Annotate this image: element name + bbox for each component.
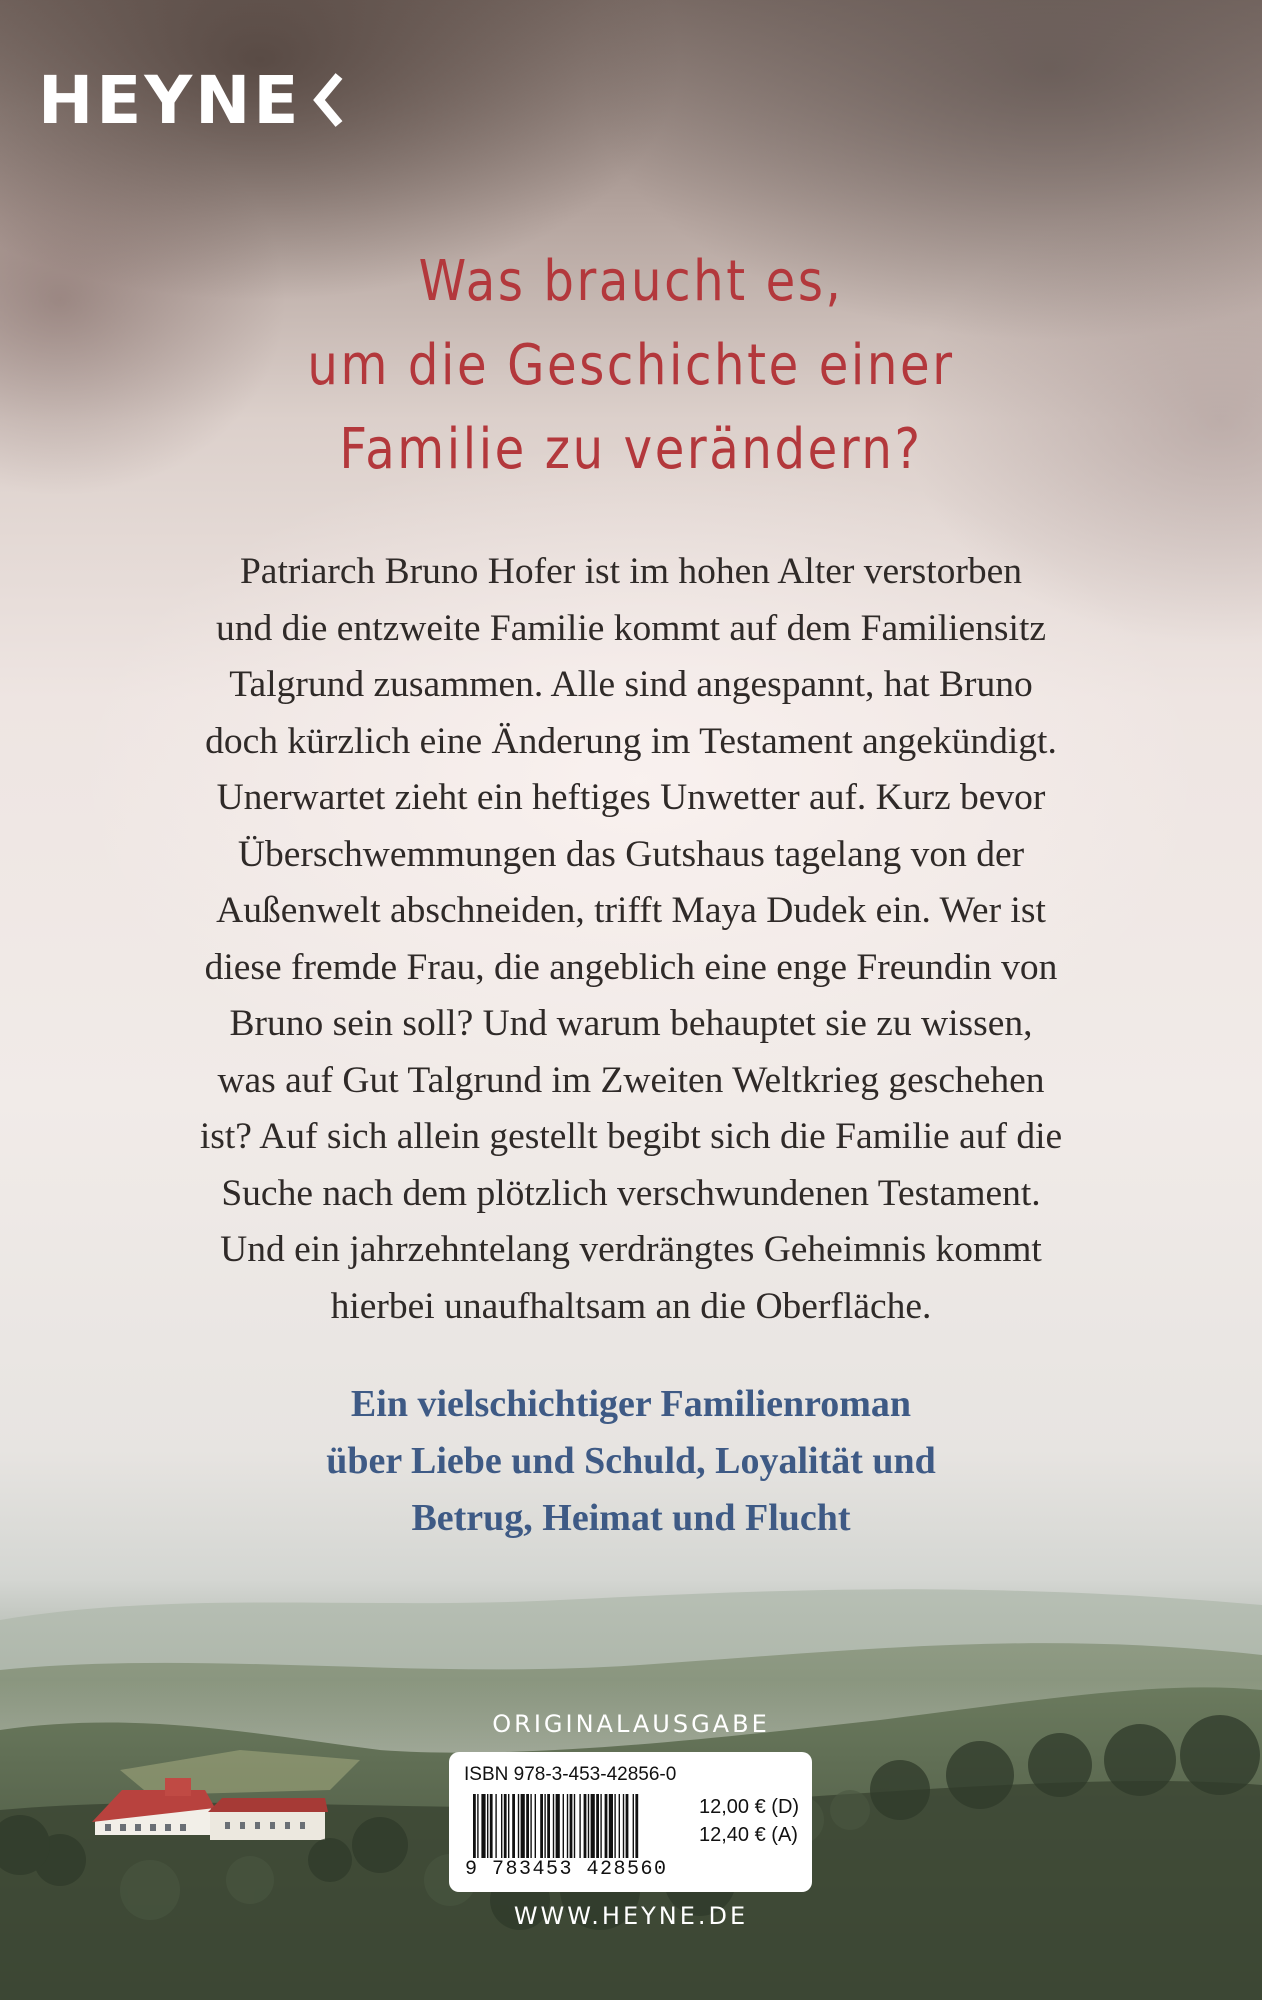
blurb-line: Suche nach dem plötzlich verschwundenen Testament. bbox=[221, 1172, 1041, 1214]
publisher-logo-text: HEYNE bbox=[38, 61, 302, 139]
blurb-line: Und ein jahrzehntelang verdrängtes Geheimnis kommt bbox=[220, 1229, 1042, 1270]
barcode-bar bbox=[535, 1794, 536, 1858]
blurb-line: was auf Gut Talgrund im Zweiten Weltkrieg geschehen bbox=[217, 1059, 1045, 1101]
barcode-bar bbox=[504, 1794, 507, 1858]
barcode-bar bbox=[526, 1794, 529, 1858]
chevron-left-icon bbox=[313, 72, 343, 128]
barcode-bar bbox=[588, 1794, 589, 1858]
barcode-bar bbox=[619, 1794, 620, 1858]
barcode-bar bbox=[626, 1794, 629, 1858]
barcode-bar bbox=[567, 1794, 568, 1858]
blurb-text bbox=[120, 544, 1142, 1335]
barcode-bar bbox=[495, 1794, 496, 1858]
publisher-logo bbox=[38, 62, 343, 138]
barcode-bar bbox=[563, 1794, 564, 1858]
barcode-digits: 9 783453 428560 bbox=[465, 1858, 668, 1881]
barcode-bar bbox=[591, 1794, 595, 1858]
barcode-bar bbox=[547, 1794, 550, 1858]
barcode-bar bbox=[540, 1794, 543, 1858]
blurb-line: Patriarch Bruno Hofer ist im hohen Alter verstorben bbox=[239, 551, 1023, 592]
barcode-bar bbox=[574, 1794, 575, 1858]
tagline-line: Ein vielschichtiger Familienroman bbox=[350, 1383, 912, 1425]
headline-line: Was braucht es, bbox=[418, 249, 844, 314]
blurb-line: doch kürzlich eine Änderung im Testament angekündigt. bbox=[205, 720, 1057, 762]
barcode-bar bbox=[544, 1794, 545, 1858]
price-germany: 12,00 € (D) bbox=[699, 1796, 800, 1818]
barcode-bar bbox=[633, 1794, 634, 1858]
barcode-bar bbox=[553, 1794, 554, 1858]
blurb-line: ist? Auf sich allein gestellt begibt sich die Familie auf die bbox=[199, 1116, 1063, 1157]
barcode-bar bbox=[600, 1794, 601, 1858]
barcode-box bbox=[449, 1752, 812, 1892]
blurb-line: Talgrund zusammen. Alle sind angespannt, hat Bruno bbox=[229, 664, 1033, 705]
barcode bbox=[473, 1794, 687, 1858]
barcode-bar bbox=[490, 1794, 493, 1858]
blurb-line: Bruno sein soll? Und warum behauptet sie zu wissen, bbox=[229, 1003, 1033, 1044]
barcode-bar bbox=[605, 1794, 608, 1858]
barcode-bar bbox=[614, 1794, 615, 1858]
barcode-bar bbox=[501, 1794, 502, 1858]
tagline-line: Betrug, Heimat und Flucht bbox=[411, 1497, 851, 1539]
barcode-bar bbox=[521, 1794, 525, 1858]
blurb-line: hierbei unaufhaltsam an die Oberfläche. bbox=[330, 1285, 932, 1327]
barcode-bar bbox=[635, 1794, 638, 1858]
barcode-bar bbox=[609, 1794, 613, 1858]
barcode-bar bbox=[530, 1794, 531, 1858]
publisher-website: WWW.HEYNE.DE bbox=[513, 1902, 749, 1930]
blurb-line: und die entzweite Familie kommt auf dem Familiensitz bbox=[215, 607, 1047, 649]
blurb-line: Überschwemmungen das Gutshaus tagelang von der bbox=[237, 833, 1025, 875]
edition-label: ORIGINALAUSGABE bbox=[492, 1710, 770, 1738]
tagline-line: über Liebe und Schuld, Loyalität und bbox=[326, 1440, 936, 1482]
blurb-line: diese fremde Frau, die angeblich eine enge Freundin von bbox=[204, 946, 1058, 988]
isbn-label: ISBN 978-3-453-42856-0 bbox=[464, 1764, 677, 1785]
barcode-bar bbox=[570, 1794, 573, 1858]
headline bbox=[88, 240, 1173, 492]
blurb-line: Außenwelt abschneiden, trifft Maya Dudek ein. Wer ist bbox=[216, 890, 1046, 931]
tagline bbox=[0, 1376, 1262, 1547]
price-austria: 12,40 € (A) bbox=[699, 1824, 798, 1846]
barcode-bar bbox=[579, 1794, 580, 1858]
barcode-bar bbox=[623, 1794, 624, 1858]
headline-line: um die Geschichte einer bbox=[307, 333, 955, 398]
barcode-bar bbox=[556, 1794, 560, 1858]
barcode-bar bbox=[512, 1794, 515, 1858]
barcode-bar bbox=[596, 1794, 599, 1858]
barcode-bar bbox=[518, 1794, 519, 1858]
headline-line: Familie zu verändern? bbox=[339, 417, 923, 482]
barcode-bar bbox=[508, 1794, 509, 1858]
barcode-bar bbox=[477, 1794, 478, 1858]
barcode-bar bbox=[584, 1794, 587, 1858]
barcode-bar bbox=[481, 1794, 485, 1858]
barcode-bar bbox=[487, 1794, 488, 1858]
blurb-line: Unerwartet zieht ein heftiges Unwetter auf. Kurz bevor bbox=[216, 777, 1046, 818]
barcode-bar bbox=[473, 1794, 476, 1858]
